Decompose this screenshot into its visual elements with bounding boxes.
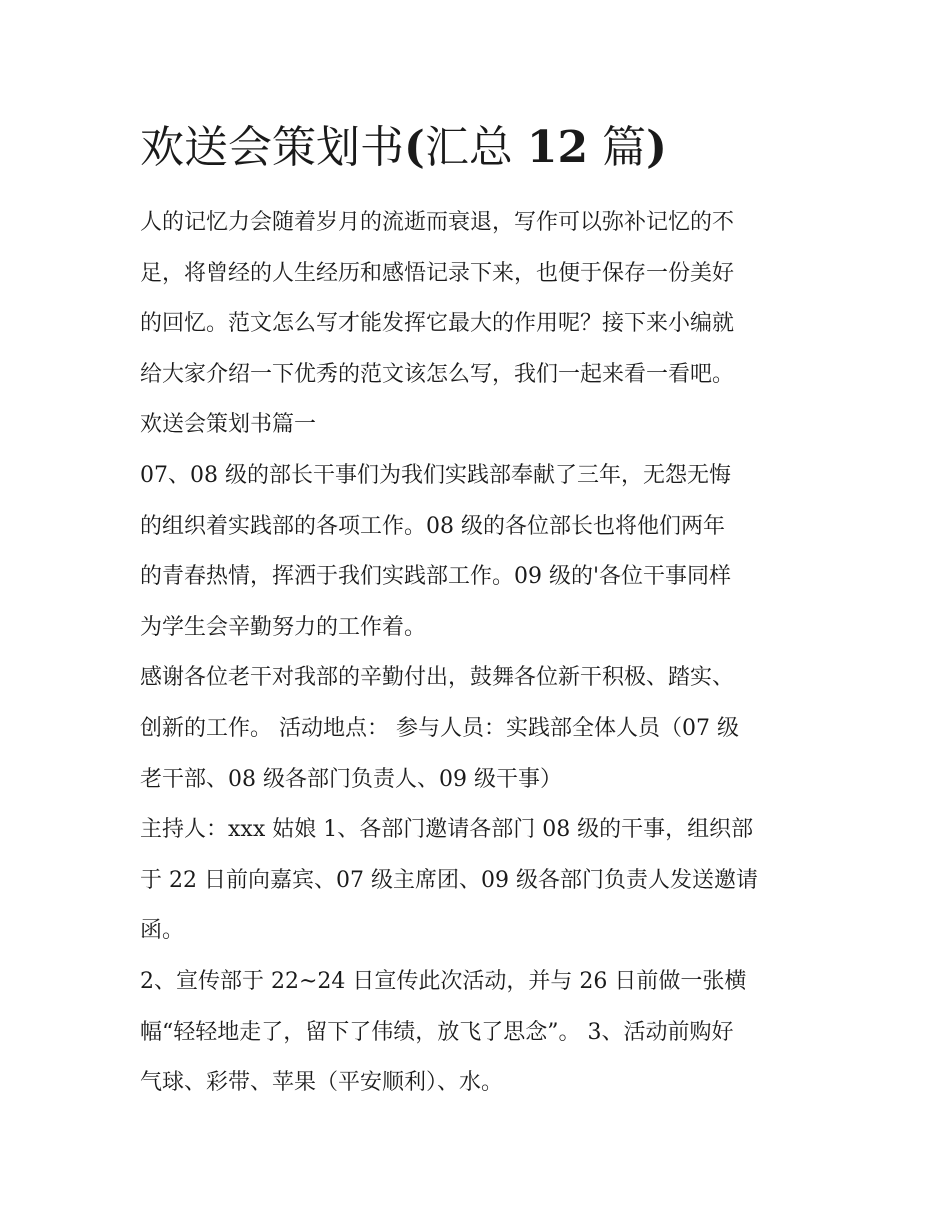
text-line: 足，将曾经的人生经历和感悟记录下来，也便于保存一份美好 (140, 260, 735, 286)
text-line: 幅“轻轻地走了，留下了伟绩，放飞了思念”。 3、活动前购好 (140, 1019, 734, 1045)
text-line: 的回忆。范文怎么写才能发挥它最大的作用呢？接下来小编就 (140, 311, 735, 337)
text-line: 给大家介绍一下优秀的范文该怎么写，我们一起来看一看吧。 (140, 361, 735, 387)
text-line: 函。 (140, 918, 185, 944)
text-line: 的组织着实践部的各项工作。08 级的各位部长也将他们两年 (140, 513, 725, 539)
title-paren-close: ) (646, 122, 667, 173)
text-line: 于 22 日前向嘉宾、07 级主席团、09 级各部门负责人发送邀请 (140, 867, 758, 893)
text-line: 老干部、08 级各部门负责人、09 级干事） (140, 766, 562, 792)
document-title (140, 118, 840, 178)
text-line: 的青春热情，挥洒于我们实践部工作。09 级的'各位干事同样 (140, 564, 732, 590)
text-line: 人的记忆力会随着岁月的流逝而衰退，写作可以弥补记忆的不 (140, 210, 735, 235)
title-unit: 篇 (602, 122, 647, 173)
text-line: 2、宣传部于 22~24 日宣传此次活动，并与 26 日前做一张横 (140, 968, 747, 994)
document-body (140, 198, 820, 1109)
text-line: 主持人：xxx 姑娘 1、各部门邀请各部门 08 级的干事，组织部 (140, 817, 754, 843)
title-paren-open: ( (404, 122, 425, 173)
text-line: 创新的工作。 活动地点： 参与人员：实践部全体人员（07 级 (140, 715, 739, 741)
text-line: 气球、彩带、苹果（平安顺利）、水。 (140, 1070, 504, 1096)
text-line: 为学生会辛勤努力的工作着。 (140, 614, 427, 640)
section-heading: 欢送会策划书篇一 (140, 412, 317, 438)
title-count: 12 (526, 122, 589, 173)
title-text: 欢送会策划书 (140, 122, 404, 173)
text-line: 07、08 级的部长干事们为我们实践部奉献了三年，无怨无悔 (140, 462, 731, 488)
text-line: 感谢各位老干对我部的辛勤付出，鼓舞各位新干积极、踏实、 (140, 665, 735, 691)
title-summary: 汇总 (424, 122, 513, 173)
